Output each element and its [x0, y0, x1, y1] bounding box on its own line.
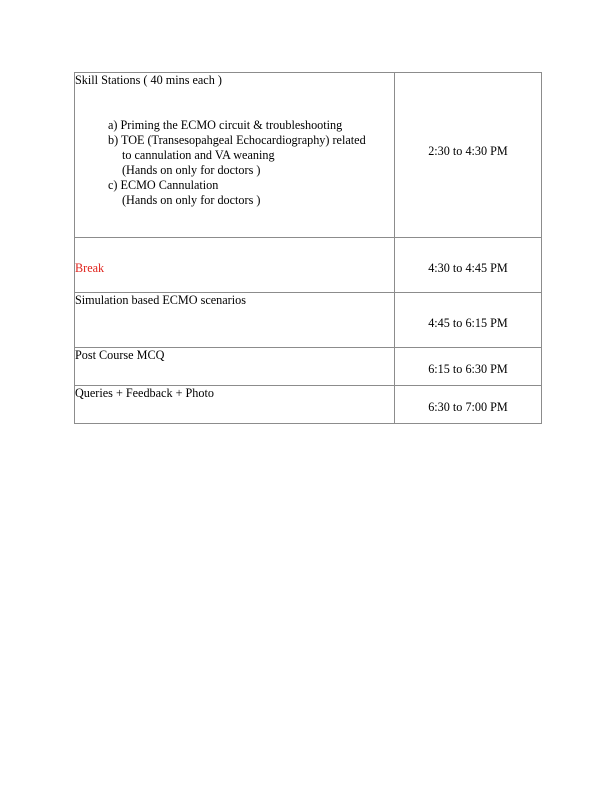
- table-row-post-mcq: [75, 348, 542, 386]
- skill-stations-time: 2:30 to 4:30 PM: [428, 144, 508, 158]
- activity-cell: [75, 238, 395, 293]
- table-row-skill-stations: [75, 73, 542, 238]
- activity-cell: [75, 348, 395, 386]
- skill-item-c-note: (Hands on only for doctors ): [122, 193, 261, 207]
- simulation-label: Simulation based ECMO scenarios: [75, 293, 246, 307]
- table-row-queries: [75, 386, 542, 424]
- activity-cell: [75, 386, 395, 424]
- table-row-simulation: [75, 293, 542, 348]
- list-item: [108, 118, 394, 133]
- queries-label: Queries + Feedback + Photo: [75, 386, 214, 400]
- schedule-table: [74, 72, 542, 424]
- list-item: [108, 133, 394, 178]
- skill-item-b-detail: to cannulation and VA weaning: [122, 148, 275, 162]
- time-cell: [395, 386, 542, 424]
- time-cell: [395, 348, 542, 386]
- post-mcq-label: Post Course MCQ: [75, 348, 165, 362]
- skill-item-b-label: b) TOE (Transesopahgeal Echocardiography) related: [108, 133, 366, 147]
- queries-time: 6:30 to 7:00 PM: [428, 400, 508, 414]
- activity-cell: [75, 73, 395, 238]
- table-row-break: [75, 238, 542, 293]
- skill-stations-list: [75, 118, 394, 208]
- skill-item-a-label: a) Priming the ECMO circuit & troubleshooting: [108, 118, 343, 132]
- time-cell: [395, 73, 542, 238]
- simulation-time: 4:45 to 6:15 PM: [428, 316, 508, 330]
- skill-item-b-note: (Hands on only for doctors ): [122, 163, 261, 177]
- list-item: [108, 178, 394, 208]
- skill-item-c-label: c) ECMO Cannulation: [108, 178, 219, 192]
- skill-stations-title: Skill Stations ( 40 mins each ): [75, 73, 222, 87]
- break-label: Break: [75, 261, 105, 275]
- break-time: 4:30 to 4:45 PM: [428, 261, 508, 275]
- post-mcq-time: 6:15 to 6:30 PM: [428, 362, 508, 376]
- activity-cell: [75, 293, 395, 348]
- time-cell: [395, 238, 542, 293]
- time-cell: [395, 293, 542, 348]
